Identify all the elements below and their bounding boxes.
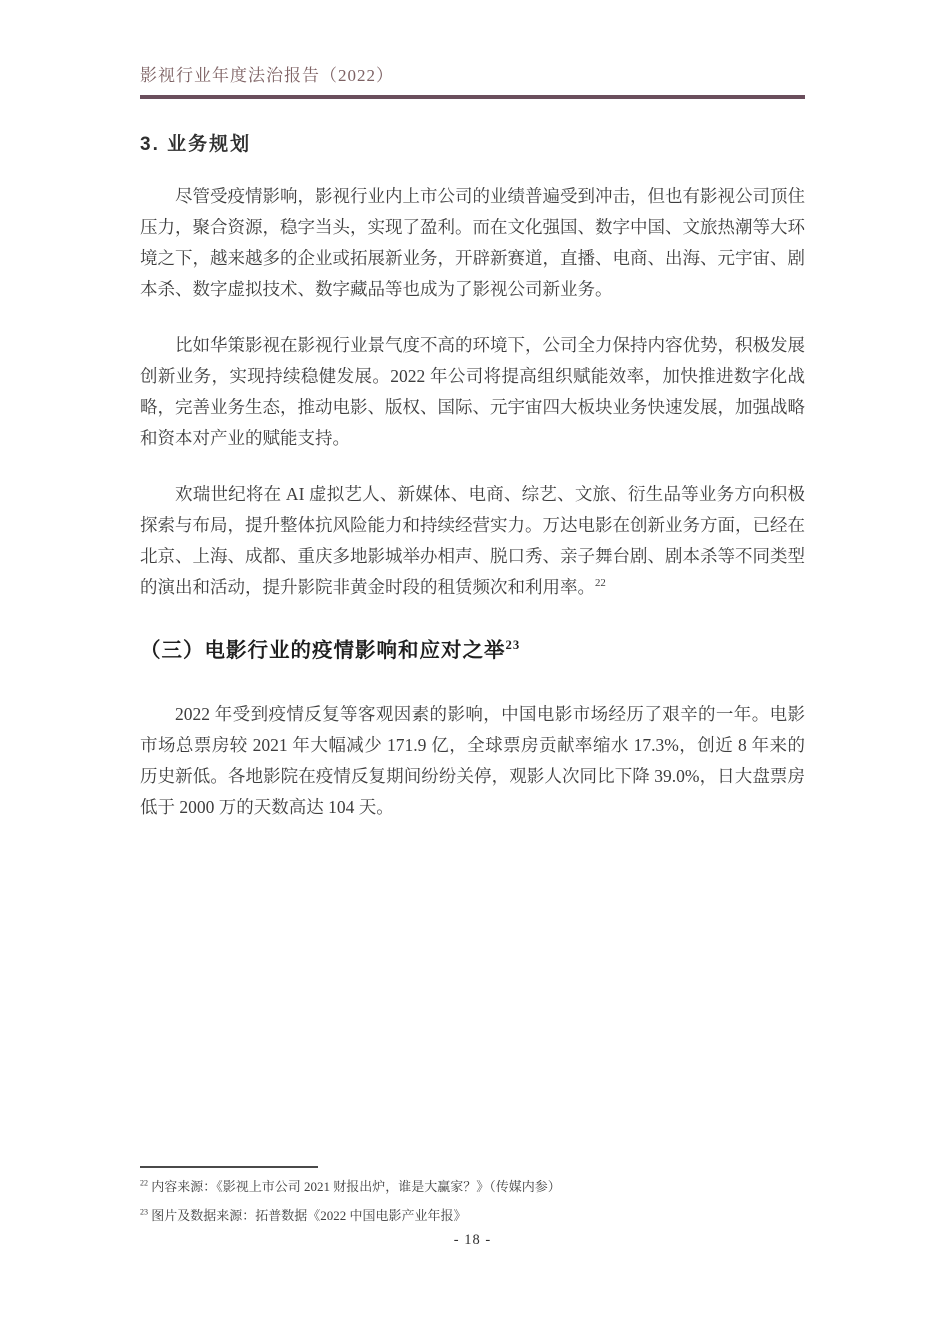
footnote-22-text: 内容来源：《影视上市公司 2021 财报出炉，谁是大赢家？》（传媒内参） (151, 1179, 561, 1194)
subsection-heading (140, 633, 805, 663)
footnote-23-marker: 23 (140, 1207, 149, 1217)
paragraph-3 (140, 479, 805, 603)
subsection-heading-text: （三）电影行业的疫情影响和应对之举 (140, 640, 506, 662)
footnote-23 (140, 1206, 805, 1226)
paragraph-3-text: 欢瑞世纪将在 AI 虚拟艺人、新媒体、电商、综艺、文旅、衍生品等业务方向积极探索与布局，提升整体抗风险能力和持续经营实力。万达电影在创新业务方面，已经在北京、上海、成都、重庆多地影城举办相声、脱口秀、亲子舞台剧、剧本杀等不同类型的演出和活动，提升影院非黄金时段的租赁频次和利用率。 (140, 484, 805, 597)
paragraph-4: 2022 年受到疫情反复等客观因素的影响，中国电影市场经历了艰辛的一年。电影市场总票房较 2021 年大幅减少 171.9 亿，全球票房贡献率缩水 17.3%，创近 8 年来的历史新低。各地影院在疫情反复期间纷纷关停，观影人次同比下降 39.0%，日大盘票房低于 2000 万的天数高达 104 天。 (140, 704, 805, 817)
header-rule-divider (140, 95, 805, 99)
page-header-title: 影视行业年度法治报告（2022） (140, 66, 394, 85)
page-footer (140, 1166, 805, 1249)
footnote-22 (140, 1177, 805, 1197)
footnote-23-text: 图片及数据来源：拓普数据《2022 中国电影产业年报》 (151, 1208, 467, 1223)
section-heading: 3. 业务规划 (140, 134, 252, 155)
footnote-ref-23: 23 (505, 638, 521, 653)
footnote-ref-22: 22 (595, 577, 606, 590)
footnote-22-marker: 22 (140, 1178, 149, 1188)
page-number: - 18 - (453, 1232, 492, 1248)
paragraph-1: 尽管受疫情影响，影视行业内上市公司的业绩普遍受到冲击，但也有影视公司顶住压力，聚合资源，稳字当头，实现了盈利。而在文化强国、数字中国、文旅热潮等大环境之下，越来越多的企业或拓展新业务，开辟新赛道，直播、电商、出海、元宇宙、剧本杀、数字虚拟技术、数字藏品等也成为了影视公司新业务。 (140, 186, 805, 299)
footnote-separator (140, 1166, 318, 1168)
page-header (140, 64, 805, 99)
paragraph-2: 比如华策影视在影视行业景气度不高的环境下，公司全力保持内容优势，积极发展创新业务，实现持续稳健发展。2022 年公司将提高组织赋能效率，加快推进数字化战略，完善业务生态，推动电影、版权、国际、元宇宙四大板块业务快速发展，加强战略和资本对产业的赋能支持。 (140, 335, 805, 448)
